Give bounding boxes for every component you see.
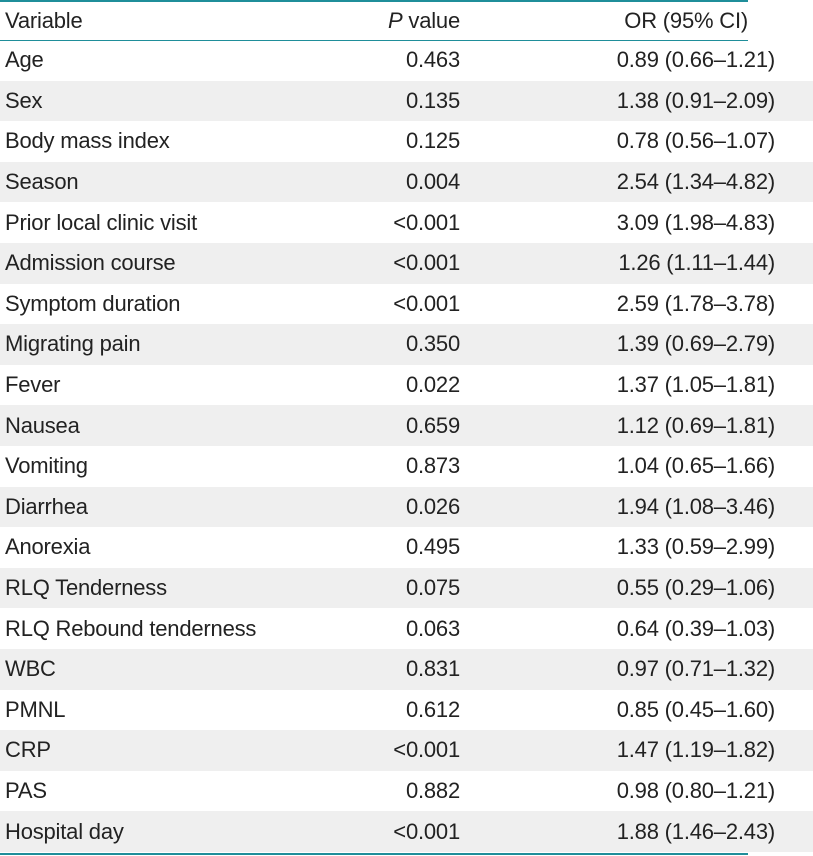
cell-odds-ratio: 1.37 (1.05–1.81) [460, 365, 813, 406]
cell-variable: PAS [0, 771, 345, 812]
cell-p-value: 0.026 [345, 487, 460, 528]
cell-p-value: <0.001 [345, 730, 460, 771]
cell-odds-ratio: 1.12 (0.69–1.81) [460, 405, 813, 446]
cell-odds-ratio: 2.54 (1.34–4.82) [460, 162, 813, 203]
cell-p-value: 0.873 [345, 446, 460, 487]
cell-p-value: <0.001 [345, 811, 460, 852]
table-row [0, 324, 813, 365]
cell-odds-ratio: 0.78 (0.56–1.07) [460, 121, 813, 162]
table-row [0, 202, 813, 243]
header-row [0, 2, 813, 40]
cell-odds-ratio: 1.04 (0.65–1.66) [460, 446, 813, 487]
cell-variable: Nausea [0, 405, 345, 446]
cell-variable: RLQ Tenderness [0, 568, 345, 609]
cell-p-value: 0.004 [345, 162, 460, 203]
cell-p-value: 0.350 [345, 324, 460, 365]
cell-odds-ratio: 1.39 (0.69–2.79) [460, 324, 813, 365]
cell-variable: Fever [0, 365, 345, 406]
cell-odds-ratio: 1.38 (0.91–2.09) [460, 81, 813, 122]
cell-variable: Prior local clinic visit [0, 202, 345, 243]
cell-variable: CRP [0, 730, 345, 771]
cell-variable: Age [0, 40, 345, 81]
header-rule [0, 40, 748, 41]
header-odds-ratio: OR (95% CI) [624, 8, 748, 33]
table-row [0, 487, 813, 528]
cell-variable: Diarrhea [0, 487, 345, 528]
cell-odds-ratio: 0.85 (0.45–1.60) [460, 690, 813, 731]
table-row [0, 730, 813, 771]
cell-variable: Admission course [0, 243, 345, 284]
table-body [0, 40, 813, 852]
cell-p-value: 0.659 [345, 405, 460, 446]
cell-variable: Symptom duration [0, 284, 345, 325]
results-table [0, 2, 813, 852]
cell-p-value: <0.001 [345, 284, 460, 325]
cell-odds-ratio: 0.89 (0.66–1.21) [460, 40, 813, 81]
cell-variable: Body mass index [0, 121, 345, 162]
cell-variable: Season [0, 162, 345, 203]
cell-odds-ratio: 0.64 (0.39–1.03) [460, 608, 813, 649]
header-p-value [345, 2, 460, 40]
cell-variable: Vomiting [0, 446, 345, 487]
cell-odds-ratio: 1.94 (1.08–3.46) [460, 487, 813, 528]
cell-variable: Anorexia [0, 527, 345, 568]
cell-odds-ratio: 0.55 (0.29–1.06) [460, 568, 813, 609]
cell-odds-ratio: 2.59 (1.78–3.78) [460, 284, 813, 325]
cell-p-value: <0.001 [345, 243, 460, 284]
table-row [0, 811, 813, 852]
table-row [0, 81, 813, 122]
table-row [0, 243, 813, 284]
bottom-rule [0, 853, 748, 855]
table-row [0, 771, 813, 812]
cell-p-value: <0.001 [345, 202, 460, 243]
table-row [0, 121, 813, 162]
table-row [0, 690, 813, 731]
cell-odds-ratio: 0.98 (0.80–1.21) [460, 771, 813, 812]
cell-odds-ratio: 1.88 (1.46–2.43) [460, 811, 813, 852]
header-p-italic: P [388, 8, 403, 33]
cell-variable: WBC [0, 649, 345, 690]
cell-p-value: 0.882 [345, 771, 460, 812]
cell-p-value: 0.022 [345, 365, 460, 406]
table-row [0, 527, 813, 568]
cell-p-value: 0.125 [345, 121, 460, 162]
table-row [0, 649, 813, 690]
header-p-rest: value [402, 8, 460, 33]
cell-p-value: 0.075 [345, 568, 460, 609]
cell-odds-ratio: 1.26 (1.11–1.44) [460, 243, 813, 284]
cell-variable: Migrating pain [0, 324, 345, 365]
table-row [0, 405, 813, 446]
cell-p-value: 0.831 [345, 649, 460, 690]
table-header [0, 2, 813, 40]
table-row [0, 365, 813, 406]
table-row [0, 568, 813, 609]
cell-p-value: 0.612 [345, 690, 460, 731]
cell-odds-ratio: 0.97 (0.71–1.32) [460, 649, 813, 690]
table-row [0, 446, 813, 487]
table-row [0, 284, 813, 325]
cell-variable: RLQ Rebound tenderness [0, 608, 345, 649]
cell-p-value: 0.495 [345, 527, 460, 568]
table-row [0, 608, 813, 649]
cell-variable: Sex [0, 81, 345, 122]
cell-odds-ratio: 1.47 (1.19–1.82) [460, 730, 813, 771]
cell-p-value: 0.135 [345, 81, 460, 122]
cell-odds-ratio: 1.33 (0.59–2.99) [460, 527, 813, 568]
cell-odds-ratio: 3.09 (1.98–4.83) [460, 202, 813, 243]
table-row [0, 40, 813, 81]
header-variable: Variable [5, 8, 83, 33]
cell-p-value: 0.463 [345, 40, 460, 81]
cell-variable: Hospital day [0, 811, 345, 852]
cell-variable: PMNL [0, 690, 345, 731]
table-row [0, 162, 813, 203]
cell-p-value: 0.063 [345, 608, 460, 649]
